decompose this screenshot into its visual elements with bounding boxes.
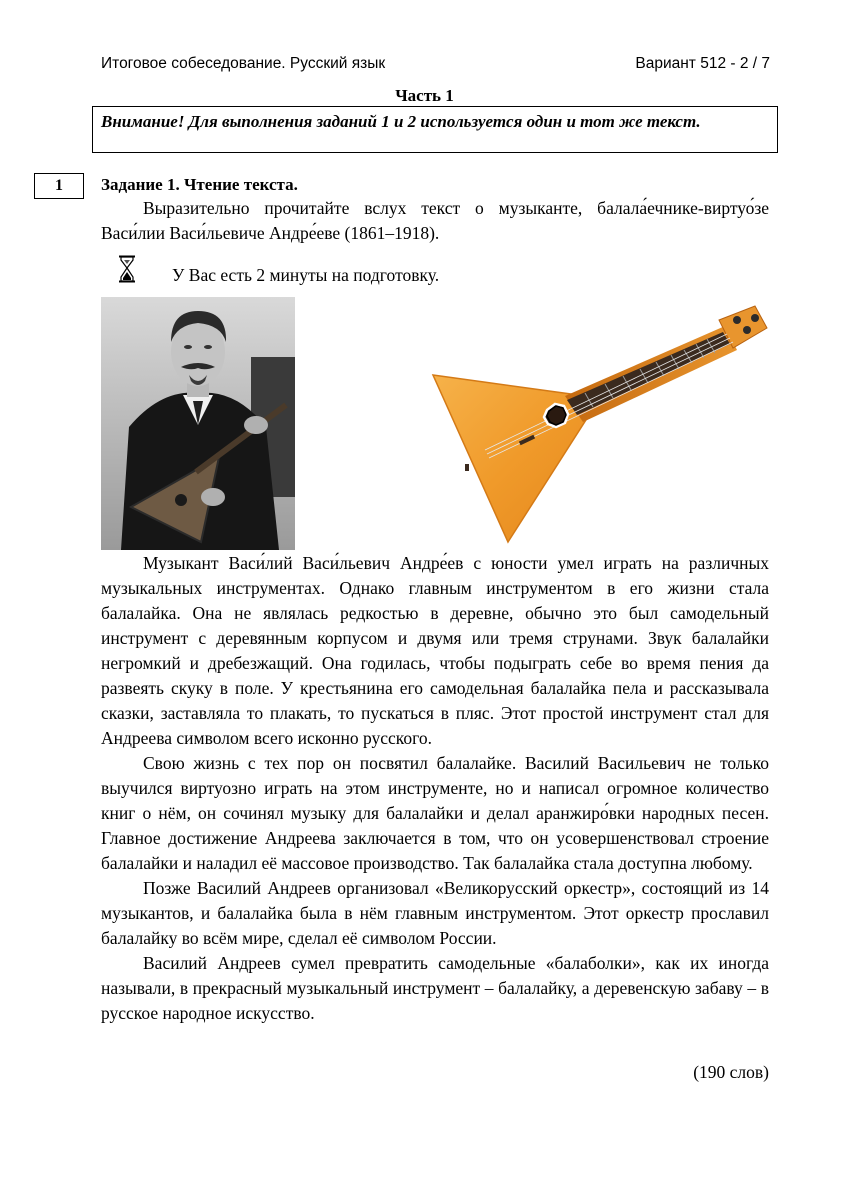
main-text	[101, 551, 769, 1026]
attention-box: Внимание! Для выполнения заданий 1 и 2 используется один и тот же текст.	[92, 106, 778, 153]
balalaika-image	[425, 298, 769, 548]
paragraph-4: Василий Андреев сумел превратить самодельные «балаболки», как их иногда называли, в прекрасный музыкальный инструмент – балалайку, а деревенскую забаву – в русское народное искусство.	[101, 953, 769, 1023]
paragraph-2: Свою жизнь с тех пор он посвятил балалайке. Василий Васильевич не только выучился виртуозно играть на этом инструменте, но и написал огромное количество книг о нём, он сочинял музыку для балалайки и делал аранжиро́вки народных песен. Главное достижение Андреева заключается в том, что он усовершенствовал строение балалайки и наладил её массовое производство. Так балалайка стала доступна любому.	[101, 753, 769, 873]
portrait-photo	[101, 297, 295, 550]
header-variant: Вариант 512 - 2 / 7	[635, 55, 770, 72]
paragraph-3: Позже Василий Андреев организовал «Великорусский оркестр», состоящий из 14 музыкантов, и балалайка была в нём главным инструментом. Этот оркестр прославил балалайку во всём мире, сделал её символом России.	[101, 878, 769, 948]
task-number-box: 1	[34, 173, 84, 199]
prep-time-note: У Вас есть 2 минуты на подготовку.	[172, 265, 440, 285]
hourglass-icon	[118, 255, 136, 283]
task-title: Задание 1. Чтение текста.	[101, 175, 298, 194]
word-count: (190 слов)	[693, 1062, 769, 1082]
header-subject: Итоговое собеседование. Русский язык	[101, 55, 386, 72]
paragraph-1: Музыкант Васи́лий Васи́льевич Андре́ев с юности умел играть на различных музыкальных инструментах. Однако главным инструментом в его жизни стала балалайка. Она не являлась редкостью в деревне, обычно это был самодельный инструмент с деревянным корпусом и двумя или тремя струнами. Звук балалайки негромкий и дребезжащий. Она годилась, чтобы подыграть себе во время пения да развеять скуку в поле. У крестьянина его самодельная балалайка пела и рассказывала сказки, заставляла то плакать, то пускаться в пляс. Этот простой инструмент стал для Андреева символом всего исконно русского.	[101, 553, 769, 748]
task-instruction: Выразительно прочитайте вслух текст о музыканте, балала́ечнике-виртуо́зе Васи́лии Васи́льевиче Андре́еве (1861–1918).	[101, 198, 769, 243]
part-title: Часть 1	[395, 86, 454, 105]
